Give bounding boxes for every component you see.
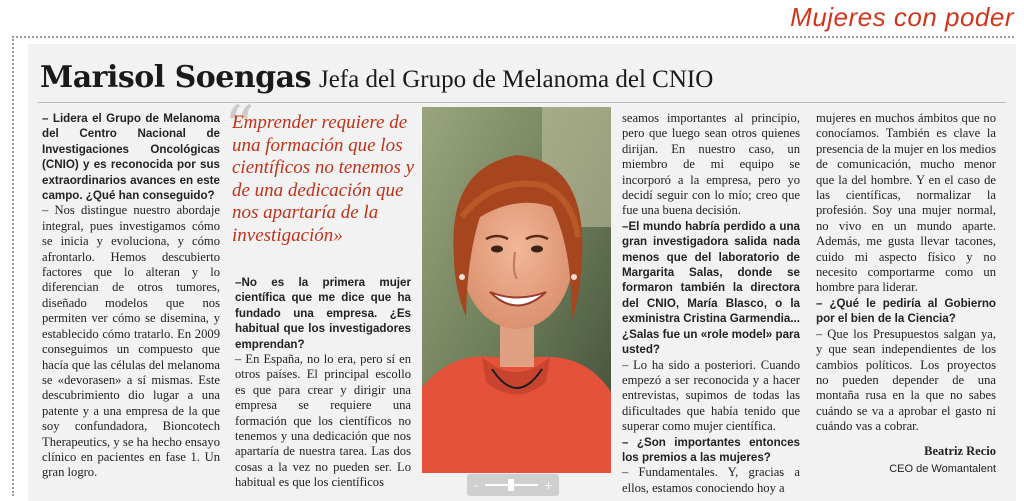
column-4 [816, 111, 996, 435]
question-5: – ¿Qué le pediría al Gobierno por el bien de la Ciencia? [816, 296, 996, 326]
headline-rule [38, 102, 1006, 103]
answer-4-continued: mujeres en muchos ámbitos que no conocíamos. También es clave la presencia de la mujer en los medios de comunicación, mucho menor que la del hombre. Y en el caso de las científicas, normalizar la profesión. Soy una mujer normal, no vivo en un mundo aparte. Además, me gusta llevar tacones, cuido mi aspecto físico y no necesito comportarme como un hombre para liderar. [816, 111, 996, 295]
zoom-control [467, 474, 559, 496]
answer-2-continued: seamos importantes al principio, pero que luego sean otros quienes dirijan. En nuestro caso, un miembro de mi equipo se incorporó a la empresa, pero yo decidí seguir con lo mío; creo que fue una buena decisión. [622, 111, 800, 218]
pull-quote: Emprender requiere de una formación que los científicos no tenemos y de una dedicación que nos apartaría de la investigación» [232, 112, 415, 246]
answer-5: – Que los Presupuestos salgan ya, y que sean independientes de los cambios políticos. Los proyectos no pueden depender de una montaña rusa en la que no sabes cuándo se va a aprobar el gasto ni cuándo vas a cobrar. [816, 326, 996, 434]
left-dotted-rule [12, 36, 14, 496]
zoom-slider-thumb[interactable] [508, 479, 514, 491]
answer-1: – Nos distingue nuestro abordaje integral, pues investigamos cómo se inicia y evoluciona, y cómo afrontarlo. Hemos descubierto factores que lo alteran y lo diferencian de otros tumores, diseñado modelos que nos permiten ver cómo se disemina, y establecido cómo tratarlo. En 2009 conseguimos un compuesto que hacía que las células del melanoma se «devorasen» a sí mismas. Este descubrimiento dio lugar a una patente y a una empresa de la que soy confundadora, Bioncotech Therapeutics, y se ha hecho ensayo clínico en pacientes en fase 1. Un gran logro. [42, 203, 220, 480]
answer-2: – En España, no lo era, pero sí en otros países. El principal escollo es que para crear y dirigir una empresa se requiere una formación que los científicos no tenemos y una dedicación que nos apartaría de nuestra tarea. Las dos cosas a la vez no pueden ser. Lo habitual es que los científicos [235, 352, 411, 490]
column-3 [622, 111, 800, 496]
portrait-illustration [422, 107, 611, 473]
zoom-out-button[interactable]: – [473, 478, 479, 492]
question-2: –No es la primera mujer científica que me dice que ha fundado una empresa. ¿Es habitual que los investigadores emprendan? [235, 276, 411, 351]
quote-mark-icon: “ [224, 93, 255, 163]
top-dotted-rule [12, 36, 1014, 38]
question-1: – Lidera el Grupo de Melanoma del Centro Nacional de Investigaciones Oncológicas (CNIO) y es reconocida por sus extraordinarios avances en este campo. ¿Qué han conseguido? [42, 112, 220, 203]
answer-3: – Lo ha sido a posteriori. Cuando empezó a ser reconocida y a hacer entrevistas, supimos de todas las dificultades que había tenido que superar como mujer científica. [622, 357, 800, 434]
interviewee-name: Marisol Soengas [40, 60, 311, 95]
question-3: –El mundo habría perdido a una gran investigadora salida nada menos que del laboratorio de Margarita Salas, donde se formaron también la directora del CNIO, María Blasco, o la exministra Cristina Garmendia... ¿Salas fue un «role model» para usted? [622, 219, 800, 357]
interviewee-role: Jefa del Grupo de Melanoma del CNIO [318, 66, 714, 93]
author-company: CEO de Womantalent [889, 463, 996, 475]
answer-4: – Fundamentales. Y, gracias a ellos, estamos conociendo hoy a [622, 465, 800, 495]
section-tag: Mujeres con poder [790, 2, 1014, 32]
author-name: Beatriz Recio [924, 444, 996, 458]
zoom-in-button[interactable]: + [543, 478, 553, 492]
portrait-photo [422, 107, 611, 473]
column-1 [42, 111, 220, 481]
column-2 [235, 275, 411, 491]
article-headline [40, 60, 713, 95]
byline [816, 444, 996, 475]
zoom-slider[interactable] [485, 484, 538, 486]
question-4: – ¿Son importantes entonces los premios a las mujeres? [622, 435, 800, 464]
